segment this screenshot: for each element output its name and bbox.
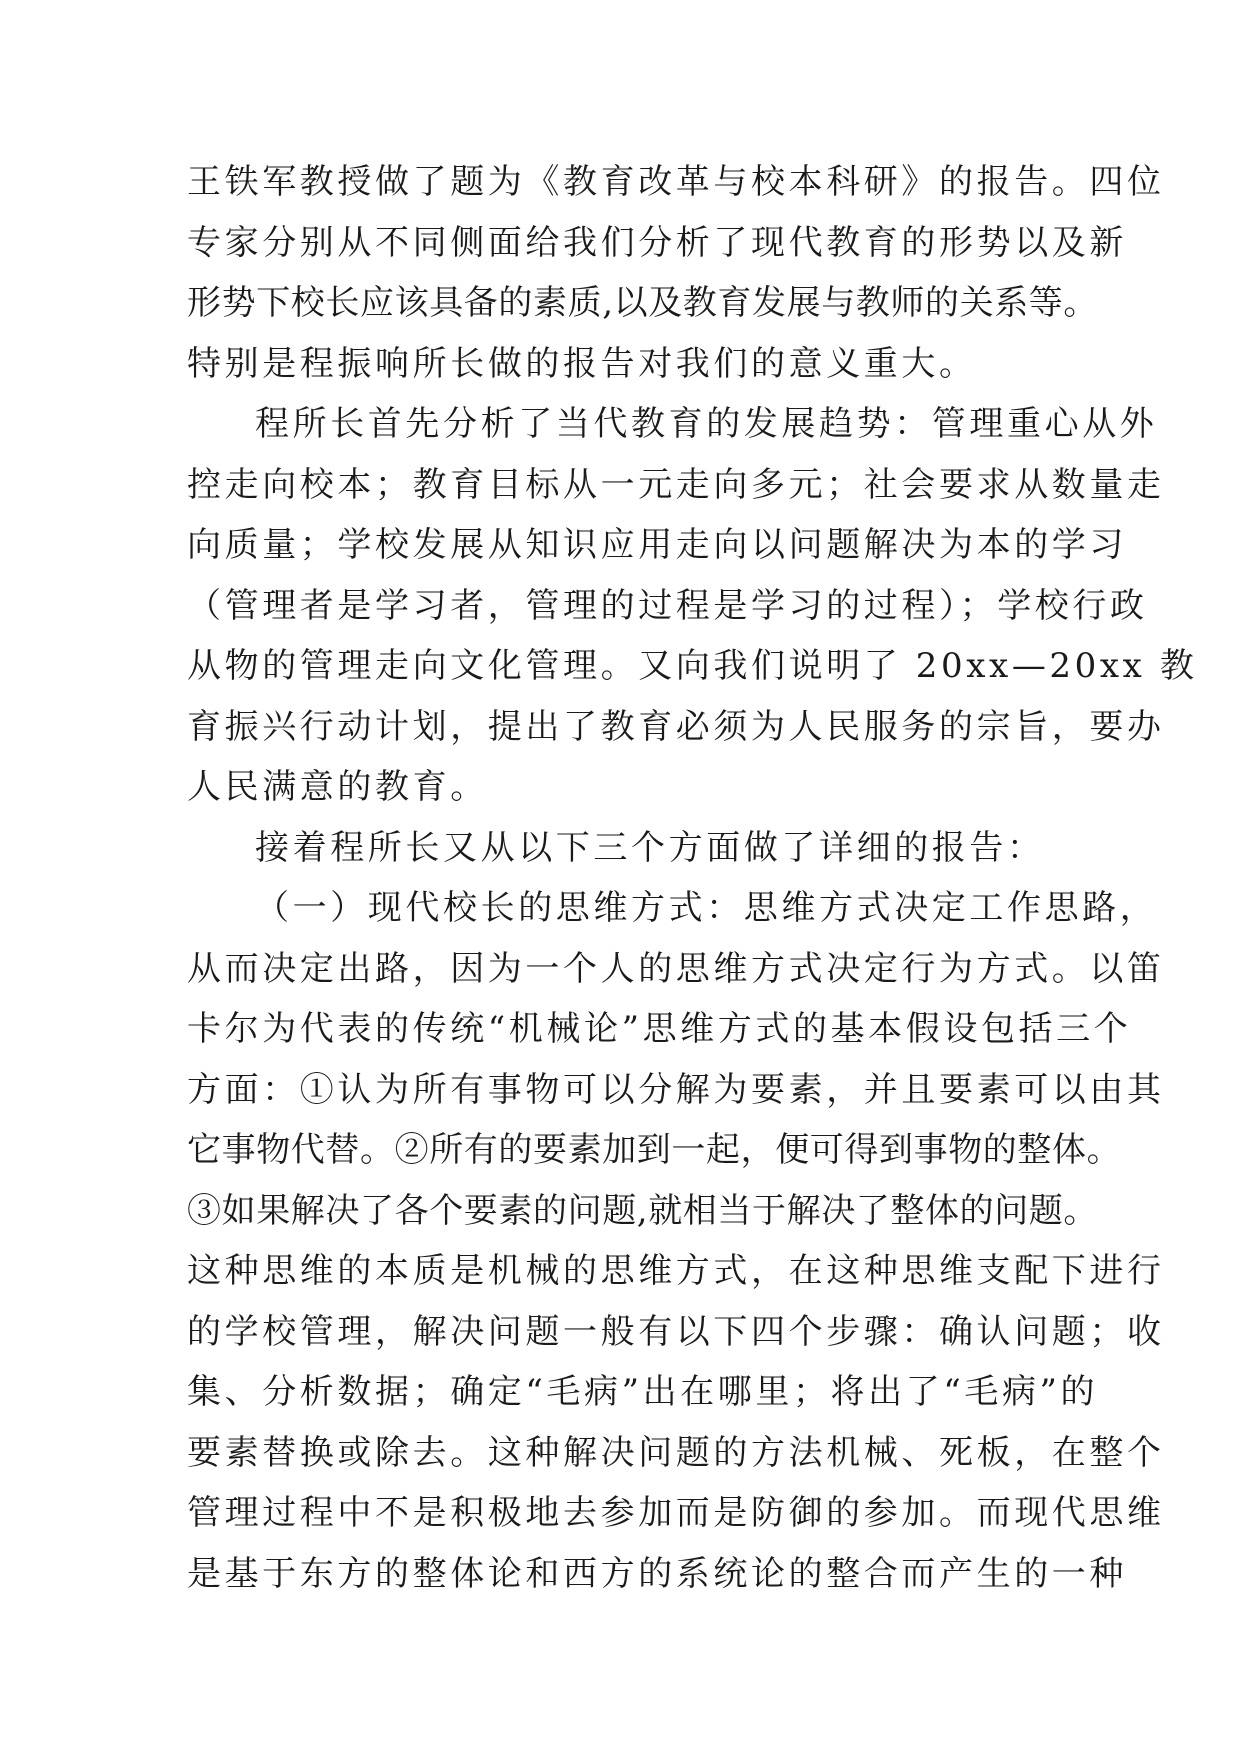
paragraph-first-line: 接着程所长又从以下三个方面做了详细的报告： — [255, 827, 1045, 868]
text-line: 特别是程振响所长做的报告对我们的意义重大。 — [187, 343, 977, 384]
text-line: 控走向校本；教育目标从一元走向多元；社会要求从数量走 — [187, 464, 1165, 505]
text-line: 管理过程中不是积极地去参加而是防御的参加。而现代思维 — [187, 1493, 1165, 1533]
text-line: 向质量；学校发展从知识应用走向以问题解决为本的学习 — [187, 525, 1127, 565]
body-text — [187, 152, 1198, 1604]
paragraph-first-line: （一）现代校长的思维方式：思维方式决定工作思路， — [255, 888, 1158, 928]
text-line: 专家分别从不同侧面给我们分析了现代教育的形势以及新 — [187, 222, 1127, 263]
text-line: ③如果解决了各个要素的问题,就相当于解决了整体的问题。 — [187, 1190, 1099, 1231]
text-line: 从而决定出路，因为一个人的思维方式决定行为方式。以笛 — [187, 948, 1165, 989]
text-line: 人民满意的教育。 — [187, 767, 488, 807]
text-line: 王铁军教授做了题为《教育改革与校本科研》的报告。四位 — [187, 162, 1165, 202]
text-line: 方面：①认为所有事物可以分解为要素，并且要素可以由其 — [187, 1069, 1165, 1110]
text-line: 要素替换或除去。这种解决问题的方法机械、死板，在整个 — [187, 1432, 1165, 1473]
paragraph-first-line: 程所长首先分析了当代教育的发展趋势：管理重心从外 — [255, 404, 1158, 444]
text-line: 是基于东方的整体论和西方的系统论的整合而产生的一种 — [187, 1553, 1127, 1594]
text-line: 育振兴行动计划，提出了教育必须为人民服务的宗旨，要办 — [187, 706, 1165, 747]
text-line: 它事物代替。②所有的要素加到一起，便可得到事物的整体。 — [187, 1130, 1122, 1170]
text-line: 这种思维的本质是机械的思维方式，在这种思维支配下进行 — [187, 1251, 1165, 1291]
text-line: 的学校管理，解决问题一般有以下四个步骤：确认问题；收 — [187, 1311, 1165, 1352]
text-line: 形势下校长应该具备的素质,以及教育发展与教师的关系等。 — [187, 283, 1099, 323]
text-line: 从物的管理走向文化管理。又向我们说明了 20xx—20xx 教 — [187, 646, 1198, 686]
text-line: 卡尔为代表的传统“机械论”思维方式的基本假设包括三个 — [187, 1009, 1132, 1049]
text-line: （管理者是学习者，管理的过程是学习的过程）；学校行政 — [187, 585, 1148, 626]
text-line: 集、分析数据；确定“毛病”出在哪里；将出了“毛病”的 — [187, 1372, 1099, 1412]
